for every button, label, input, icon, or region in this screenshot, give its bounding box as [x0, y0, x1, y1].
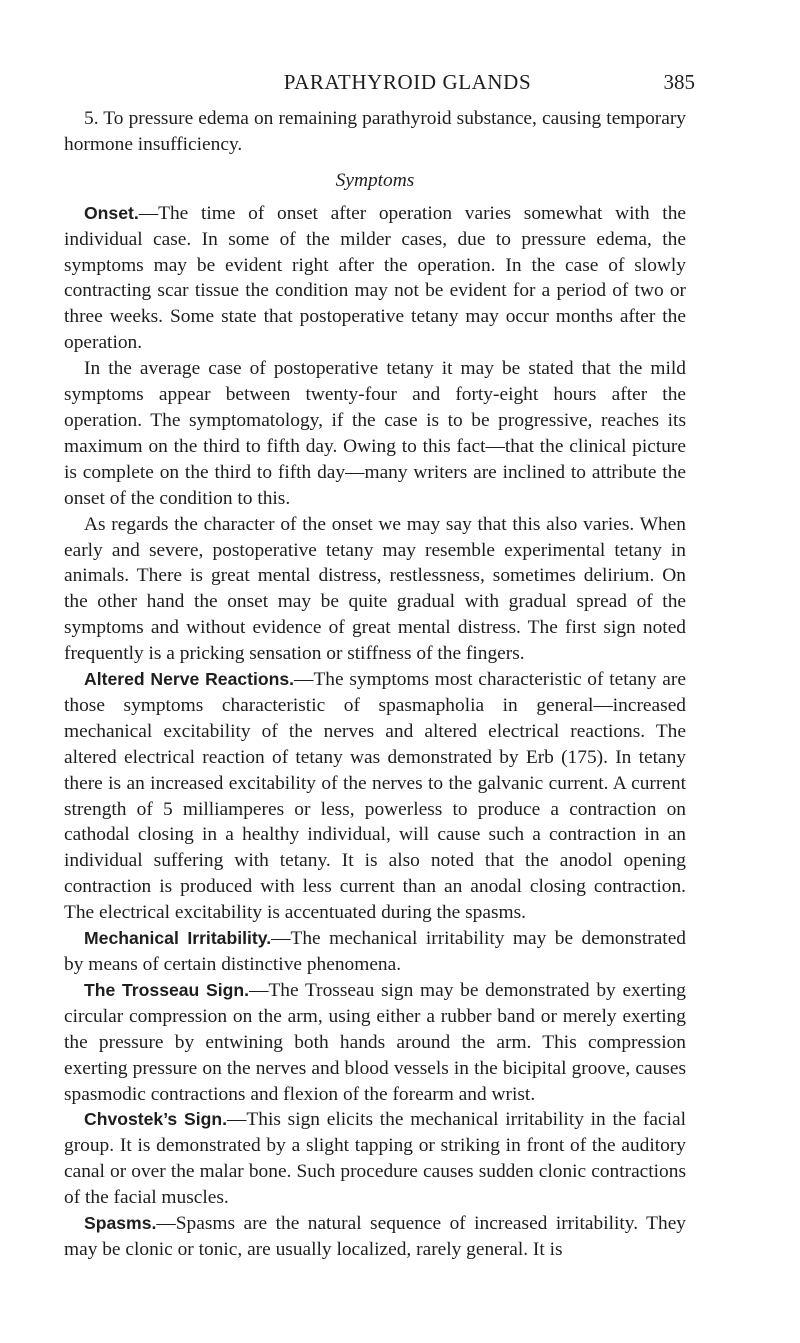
paragraph-text: As regards the character of the onset we may say that this also varies. When early and severe, postoperative tetany may resemble experimental tetany in animals. There is great mental distress, restlessness, sometimes delirium. On the other hand the onset may be quite gradual with gradual spread of the symptoms and without evidence of great mental distress. The first sign noted frequently is a pricking sensation or stiffness of the fingers.: [64, 513, 686, 665]
paragraph-text: In the average case of postoperative tetany it may be stated that the mild symptoms appear between twenty-four and forty-eight hours after the operation. The symptomatology, if the case is to be progressive, reaches its maximum on the third to fifth day. Owing to this fact—that the clinical picture is complete on the third to fifth day—many writers are inclined to attribute the onset of the condition to this.: [64, 358, 686, 509]
paragraph-average-case: [64, 356, 686, 511]
paragraph-character-of-onset: [64, 512, 686, 667]
paragraph-text: —The Trosseau sign may be demonstrated by exerting circular compression on the arm, using either a rubber band or merely exerting the pressure by entwining both hands around the arm. This compression exerting pressure on the nerves and blood vessels in the bicipital groove, causes spasmodic contractions and flexion of the forearm and wrist.: [64, 979, 686, 1105]
run-in-heading: Mechanical Irritability.: [84, 928, 272, 949]
paragraph-chvostek-sign: [64, 1107, 686, 1211]
page-number: 385: [663, 70, 695, 94]
run-in-heading: Onset.: [84, 202, 139, 223]
paragraph-mechanical-irritability: [64, 926, 686, 978]
page-header: [120, 70, 695, 100]
paragraph-onset: [64, 201, 686, 356]
paragraph-altered-nerve-reactions: [64, 667, 686, 926]
paragraph-text: —The time of onset after operation varies somewhat with the individual case. In some of the milder cases, due to pressure edema, the symptoms may be evident right after the operation. In the case of slowly contracting scar tissue the condition may not be evident for a period of two or three weeks. Some state that postoperative tetany may occur months after the operation.: [64, 202, 686, 354]
run-in-heading: Altered Nerve Reactions.: [84, 669, 295, 690]
paragraph-text: —This sign elicits the mechanical irritability in the facial group. It is demonstrated by a slight tapping or striking in front of the auditory canal or over the malar bone. Such procedure causes sudden clonic contractions of the facial muscles.: [64, 1109, 686, 1209]
run-in-heading: Chvostek’s Sign.: [84, 1109, 228, 1130]
paragraph-text: —The symptoms most characteristic of tetany are those symptoms characteristic of spasmapholia in general—increased mechanical excitability of the nerves and altered electrical reactions. The altered electrical reaction of tetany was demonstrated by Erb (175). In tetany there is an increased excitability of the nerves to the galvanic current. A current strength of 5 milliamperes or less, powerless to produce a contraction on cathodal closing in a healthy individual, will cause such a contraction in an individual suffering with tetany. It is also noted that the anodol opening contraction is produced with less current than an anodal closing contraction. The electrical excitability is accentuated during the spasms.: [64, 669, 686, 924]
running-title: PARATHYROID GLANDS: [283, 70, 532, 94]
paragraph-trosseau-sign: [64, 978, 686, 1108]
paragraph-text: —The mechanical irritability may be demonstrated by means of certain distinctive phenomena.: [64, 928, 686, 975]
run-in-heading: Spasms.: [84, 1213, 157, 1234]
paragraph-text: —Spasms are the natural sequence of increased irritability. They may be clonic or tonic, are usually localized, rarely general. It is: [64, 1213, 686, 1260]
section-heading: Symptoms: [335, 169, 415, 191]
intro-paragraph: 5. To pressure edema on remaining parathyroid substance, causing temporary hormone insufficiency.: [64, 108, 686, 155]
paragraph-spasms: [64, 1211, 686, 1263]
body-text: [64, 106, 686, 1263]
run-in-heading: The Trosseau Sign.: [84, 979, 250, 1000]
